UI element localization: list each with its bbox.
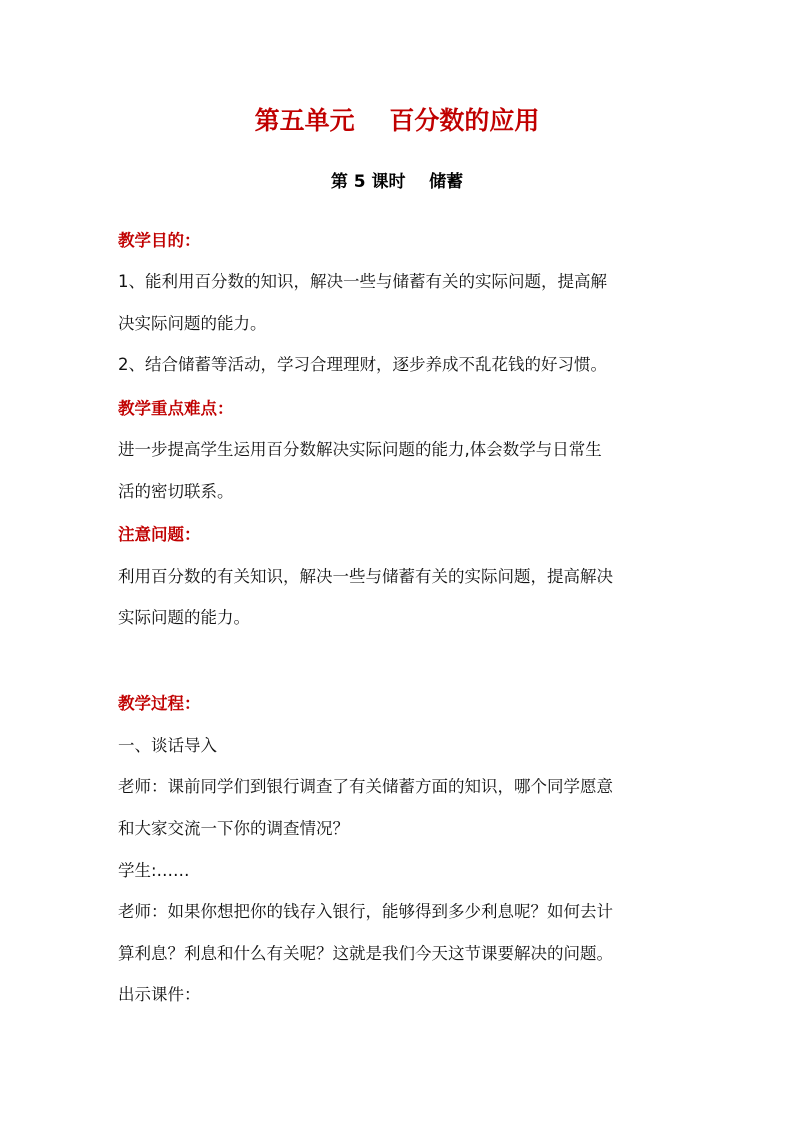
key-points-line-1: 进一步提高学生运用百分数解决实际问题的能力,体会数学与日常生 xyxy=(118,440,602,459)
lesson-subtitle: 第 5 课时 储蓄 xyxy=(330,172,464,192)
process-line-7: 出示课件： xyxy=(118,985,201,1004)
objectives-line-1: 1、能利用百分数的知识，解决一些与储蓄有关的实际问题，提高解 xyxy=(118,272,607,291)
process-line-5: 老师：如果你想把你的钱存入银行，能够得到多少利息呢？如何去计 xyxy=(118,902,613,921)
key-points-line-2: 活的密切联系。 xyxy=(118,482,234,501)
process-line-1: 一、谈话导入 xyxy=(118,736,217,755)
process-line-3: 和大家交流一下你的调查情况？ xyxy=(118,819,349,838)
unit-title: 第五单元 百分数的应用 xyxy=(254,106,540,135)
process-heading: 教学过程： xyxy=(118,694,201,713)
objectives-line-2: 决实际问题的能力。 xyxy=(118,314,267,333)
objectives-heading: 教学目的： xyxy=(118,231,201,250)
notes-heading: 注意问题： xyxy=(118,525,201,544)
process-line-4: 学生:…… xyxy=(118,861,190,880)
key-points-heading: 教学重点难点： xyxy=(118,399,234,418)
notes-line-2: 实际问题的能力。 xyxy=(118,608,250,627)
objectives-line-3: 2、结合储蓄等活动，学习合理理财，逐步养成不乱花钱的好习惯。 xyxy=(118,355,607,374)
process-line-2: 老师：课前同学们到银行调查了有关储蓄方面的知识，哪个同学愿意 xyxy=(118,777,613,796)
process-line-6: 算利息？利息和什么有关呢？这就是我们今天这节课要解决的问题。 xyxy=(118,944,613,963)
notes-line-1: 利用百分数的有关知识，解决一些与储蓄有关的实际问题，提高解决 xyxy=(118,567,613,586)
